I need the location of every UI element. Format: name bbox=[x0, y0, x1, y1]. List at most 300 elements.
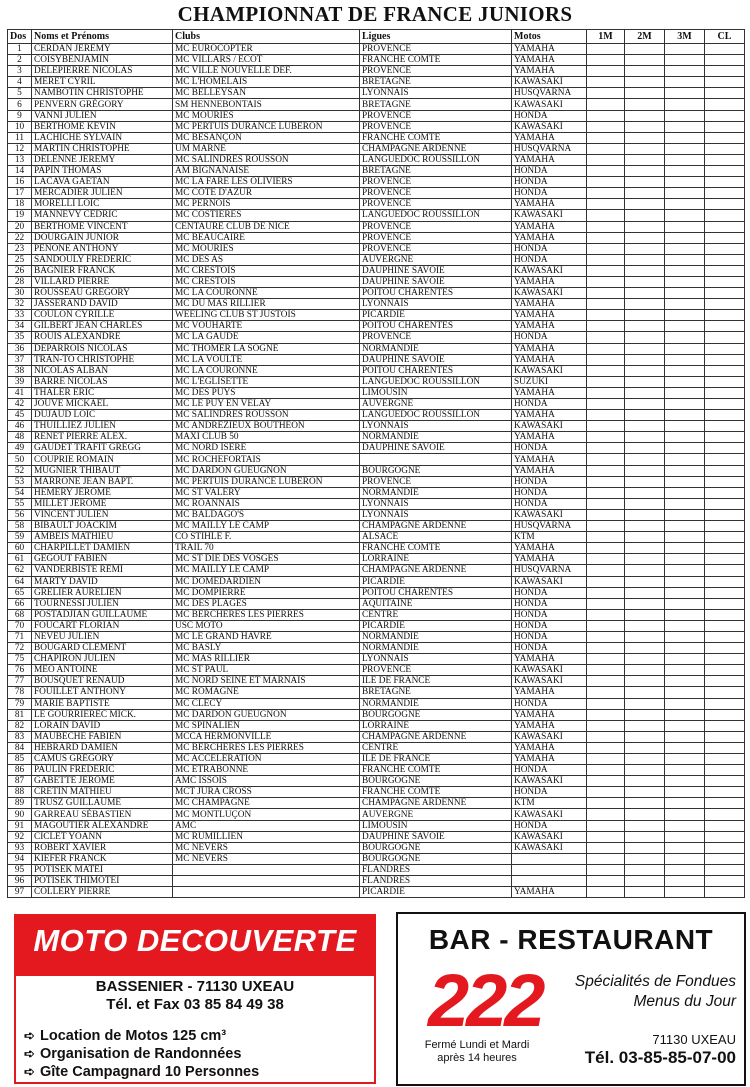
cell-club bbox=[173, 887, 360, 898]
cell-cl bbox=[705, 276, 745, 287]
cell-ligue: BRETAGNE bbox=[360, 687, 512, 698]
cell-dos: 23 bbox=[8, 243, 32, 254]
cell-2m bbox=[625, 521, 665, 532]
cell-3m bbox=[665, 354, 705, 365]
cell-moto: KTM bbox=[512, 532, 587, 543]
table-row bbox=[8, 654, 745, 665]
cell-2m bbox=[625, 809, 665, 820]
cell-cl bbox=[705, 177, 745, 188]
cell-3m bbox=[665, 709, 705, 720]
table-row bbox=[8, 443, 745, 454]
cell-ligue: POITOU CHARENTES bbox=[360, 288, 512, 299]
cell-3m bbox=[665, 276, 705, 287]
cell-cl bbox=[705, 864, 745, 875]
cell-ligue: FRANCHE COMTÉ bbox=[360, 787, 512, 798]
cell-nom: FOUCART FLORIAN bbox=[32, 620, 173, 631]
cell-dos: 77 bbox=[8, 676, 32, 687]
cell-club: MC DARDON GUEUGNON bbox=[173, 709, 360, 720]
cell-moto: HONDA bbox=[512, 166, 587, 177]
cell-moto: HONDA bbox=[512, 243, 587, 254]
cell-2m bbox=[625, 399, 665, 410]
cell-dos: 60 bbox=[8, 543, 32, 554]
cell-1m bbox=[587, 210, 625, 221]
cell-2m bbox=[625, 720, 665, 731]
cell-moto: YAMAHA bbox=[512, 543, 587, 554]
cell-moto: YAMAHA bbox=[512, 709, 587, 720]
cell-ligue: FLANDRES bbox=[360, 864, 512, 875]
cell-dos: 52 bbox=[8, 465, 32, 476]
cell-cl bbox=[705, 609, 745, 620]
cell-dos: 2 bbox=[8, 55, 32, 66]
ad-moto-services bbox=[24, 1027, 259, 1081]
cell-moto: HONDA bbox=[512, 620, 587, 631]
cell-cl bbox=[705, 454, 745, 465]
cell-3m bbox=[665, 498, 705, 509]
cell-2m bbox=[625, 742, 665, 753]
cell-moto: KAWASAKI bbox=[512, 831, 587, 842]
cell-cl bbox=[705, 831, 745, 842]
cell-1m bbox=[587, 154, 625, 165]
cell-3m bbox=[665, 487, 705, 498]
cell-moto bbox=[512, 864, 587, 875]
cell-club: MC EUROCOPTER bbox=[173, 44, 360, 55]
cell-3m bbox=[665, 842, 705, 853]
cell-dos: 41 bbox=[8, 387, 32, 398]
cell-nom: MEO ANTOINE bbox=[32, 665, 173, 676]
cell-ligue: BOURGOGNE bbox=[360, 709, 512, 720]
header-moto: Motos bbox=[512, 30, 587, 44]
cell-moto: YAMAHA bbox=[512, 387, 587, 398]
cell-dos: 22 bbox=[8, 232, 32, 243]
cell-ligue: LYONNAIS bbox=[360, 498, 512, 509]
cell-1m bbox=[587, 66, 625, 77]
cell-cl bbox=[705, 776, 745, 787]
cell-2m bbox=[625, 154, 665, 165]
cell-club: MC MOURIES bbox=[173, 243, 360, 254]
cell-1m bbox=[587, 731, 625, 742]
cell-cl bbox=[705, 376, 745, 387]
cell-nom: LACHICHE SYLVAIN bbox=[32, 132, 173, 143]
cell-moto: YAMAHA bbox=[512, 465, 587, 476]
cell-1m bbox=[587, 99, 625, 110]
cell-ligue: BOURGOGNE bbox=[360, 853, 512, 864]
cell-cl bbox=[705, 654, 745, 665]
cell-nom: MERCADIER JULIEN bbox=[32, 188, 173, 199]
cell-dos: 1 bbox=[8, 44, 32, 55]
cell-3m bbox=[665, 765, 705, 776]
cell-nom: MUGNIER THIBAUT bbox=[32, 465, 173, 476]
cell-dos: 4 bbox=[8, 77, 32, 88]
cell-1m bbox=[587, 188, 625, 199]
cell-nom: NICOLAS ALBAN bbox=[32, 365, 173, 376]
cell-moto: YAMAHA bbox=[512, 310, 587, 321]
cell-cl bbox=[705, 232, 745, 243]
cell-ligue: LIMOUSIN bbox=[360, 820, 512, 831]
cell-3m bbox=[665, 609, 705, 620]
arrow-right-icon: ➪ bbox=[24, 1064, 35, 1079]
cell-nom: MARIE BAPTISTE bbox=[32, 698, 173, 709]
cell-3m bbox=[665, 820, 705, 831]
cell-club: MC COSTIERES bbox=[173, 210, 360, 221]
cell-nom: DELEPIERRE NICOLAS bbox=[32, 66, 173, 77]
cell-moto: KAWASAKI bbox=[512, 665, 587, 676]
cell-nom: TRAN-TO CHRISTOPHE bbox=[32, 354, 173, 365]
cell-ligue: CHAMPAGNE ARDENNE bbox=[360, 521, 512, 532]
cell-club: MC CRESTOIS bbox=[173, 276, 360, 287]
cell-cl bbox=[705, 243, 745, 254]
cell-cl bbox=[705, 720, 745, 731]
cell-club: MC BERCHÈRES LES PIERRES bbox=[173, 742, 360, 753]
cell-2m bbox=[625, 188, 665, 199]
cell-nom: GAUDET TRAFIT GREGG bbox=[32, 443, 173, 454]
table-row bbox=[8, 154, 745, 165]
cell-3m bbox=[665, 521, 705, 532]
cell-3m bbox=[665, 166, 705, 177]
cell-nom: GEGOUT FABIEN bbox=[32, 554, 173, 565]
cell-club: MC MAILLY LE CAMP bbox=[173, 521, 360, 532]
table-row bbox=[8, 421, 745, 432]
cell-nom: DUJAUD LOÏC bbox=[32, 410, 173, 421]
header-cl: CL bbox=[705, 30, 745, 44]
cell-nom: BOUGARD CLÉMENT bbox=[32, 643, 173, 654]
cell-moto: HUSQVARNA bbox=[512, 88, 587, 99]
cell-dos: 66 bbox=[8, 598, 32, 609]
cell-3m bbox=[665, 476, 705, 487]
cell-cl bbox=[705, 598, 745, 609]
cell-3m bbox=[665, 387, 705, 398]
cell-dos: 11 bbox=[8, 132, 32, 143]
cell-dos: 58 bbox=[8, 521, 32, 532]
ad-bar-specialty: Menus du Jour bbox=[633, 993, 736, 1010]
cell-1m bbox=[587, 754, 625, 765]
cell-moto: YAMAHA bbox=[512, 299, 587, 310]
cell-3m bbox=[665, 121, 705, 132]
cell-moto: YAMAHA bbox=[512, 66, 587, 77]
cell-dos: 62 bbox=[8, 565, 32, 576]
cell-dos: 36 bbox=[8, 343, 32, 354]
cell-cl bbox=[705, 565, 745, 576]
cell-moto: HUSQVARNA bbox=[512, 521, 587, 532]
cell-3m bbox=[665, 265, 705, 276]
cell-nom: CAMUS GRÉGORY bbox=[32, 754, 173, 765]
cell-ligue: DAUPHINÉ SAVOIE bbox=[360, 831, 512, 842]
cell-ligue: LYONNAIS bbox=[360, 654, 512, 665]
cell-1m bbox=[587, 654, 625, 665]
cell-3m bbox=[665, 565, 705, 576]
cell-1m bbox=[587, 465, 625, 476]
cell-nom: PAPIN THOMAS bbox=[32, 166, 173, 177]
cell-moto: KAWASAKI bbox=[512, 288, 587, 299]
cell-cl bbox=[705, 809, 745, 820]
cell-3m bbox=[665, 509, 705, 520]
cell-moto: YAMAHA bbox=[512, 132, 587, 143]
cell-club: MC DARDON GUEUGNON bbox=[173, 465, 360, 476]
table-row bbox=[8, 387, 745, 398]
ad-bar-hours-line: Fermé Lundi et Mardi bbox=[424, 1039, 530, 1051]
table-row bbox=[8, 166, 745, 177]
cell-cl bbox=[705, 387, 745, 398]
cell-club: MC LA GAUDE bbox=[173, 332, 360, 343]
cell-dos: 18 bbox=[8, 199, 32, 210]
cell-nom: MERET CYRIL bbox=[32, 77, 173, 88]
cell-club: MC ST DIÉ DES VOSGES bbox=[173, 554, 360, 565]
cell-ligue: DAUPHINÉ SAVOIE bbox=[360, 443, 512, 454]
table-row bbox=[8, 587, 745, 598]
table-row bbox=[8, 354, 745, 365]
cell-ligue: NORMANDIE bbox=[360, 631, 512, 642]
table-row bbox=[8, 554, 745, 565]
cell-ligue: PROVENCE bbox=[360, 199, 512, 210]
cell-cl bbox=[705, 754, 745, 765]
cell-ligue: POITOU CHARENTES bbox=[360, 587, 512, 598]
cell-club: MC DU MAS RILLIER bbox=[173, 299, 360, 310]
cell-nom: GARREAU SÉBASTIEN bbox=[32, 809, 173, 820]
cell-ligue bbox=[360, 454, 512, 465]
cell-club: MC BASLY bbox=[173, 643, 360, 654]
cell-2m bbox=[625, 831, 665, 842]
cell-ligue: PROVENCE bbox=[360, 232, 512, 243]
cell-club: MC LA COURONNE bbox=[173, 288, 360, 299]
cell-nom: BIBAULT JOACKIM bbox=[32, 521, 173, 532]
cell-1m bbox=[587, 543, 625, 554]
cell-club: MCCA HERMONVILLE bbox=[173, 731, 360, 742]
cell-moto: KAWASAKI bbox=[512, 576, 587, 587]
table-row bbox=[8, 853, 745, 864]
cell-club: MC BERCHÈRES LES PIERRES bbox=[173, 609, 360, 620]
cell-club: CO STIHLE F. bbox=[173, 532, 360, 543]
cell-ligue: FRANCHE COMTÉ bbox=[360, 543, 512, 554]
cell-2m bbox=[625, 121, 665, 132]
cell-nom: DEPARROIS NICOLAS bbox=[32, 343, 173, 354]
cell-2m bbox=[625, 343, 665, 354]
cell-nom: DOURGAIN JUNIOR bbox=[32, 232, 173, 243]
cell-club: MC ROANNAIS bbox=[173, 498, 360, 509]
cell-moto: HONDA bbox=[512, 631, 587, 642]
cell-1m bbox=[587, 454, 625, 465]
table-row bbox=[8, 288, 745, 299]
cell-cl bbox=[705, 88, 745, 99]
cell-ligue: BRETAGNE bbox=[360, 99, 512, 110]
cell-dos: 17 bbox=[8, 188, 32, 199]
cell-2m bbox=[625, 853, 665, 864]
cell-dos: 79 bbox=[8, 698, 32, 709]
cell-3m bbox=[665, 243, 705, 254]
table-row bbox=[8, 432, 745, 443]
cell-dos: 71 bbox=[8, 631, 32, 642]
cell-moto: SUZUKI bbox=[512, 376, 587, 387]
cell-2m bbox=[625, 77, 665, 88]
cell-moto: KAWASAKI bbox=[512, 77, 587, 88]
cell-cl bbox=[705, 587, 745, 598]
cell-ligue: CHAMPAGNE ARDENNE bbox=[360, 731, 512, 742]
cell-1m bbox=[587, 576, 625, 587]
table-row bbox=[8, 243, 745, 254]
cell-ligue: CHAMPAGNE ARDENNE bbox=[360, 798, 512, 809]
cell-2m bbox=[625, 321, 665, 332]
cell-3m bbox=[665, 232, 705, 243]
cell-3m bbox=[665, 776, 705, 787]
table-row bbox=[8, 498, 745, 509]
cell-2m bbox=[625, 876, 665, 887]
cell-cl bbox=[705, 421, 745, 432]
cell-2m bbox=[625, 676, 665, 687]
cell-1m bbox=[587, 887, 625, 898]
cell-dos: 19 bbox=[8, 210, 32, 221]
cell-2m bbox=[625, 765, 665, 776]
cell-2m bbox=[625, 288, 665, 299]
cell-nom: GABETTE JÉRÔME bbox=[32, 776, 173, 787]
cell-dos: 32 bbox=[8, 299, 32, 310]
table-row bbox=[8, 842, 745, 853]
cell-2m bbox=[625, 132, 665, 143]
cell-moto: YAMAHA bbox=[512, 754, 587, 765]
cell-3m bbox=[665, 554, 705, 565]
cell-2m bbox=[625, 310, 665, 321]
cell-3m bbox=[665, 576, 705, 587]
cell-1m bbox=[587, 809, 625, 820]
cell-dos: 14 bbox=[8, 166, 32, 177]
table-row bbox=[8, 221, 745, 232]
cell-cl bbox=[705, 132, 745, 143]
cell-nom: LACAVA GAËTAN bbox=[32, 177, 173, 188]
cell-1m bbox=[587, 476, 625, 487]
cell-nom: COULON CYRILLE bbox=[32, 310, 173, 321]
cell-ligue: PICARDIE bbox=[360, 576, 512, 587]
cell-moto: KAWASAKI bbox=[512, 676, 587, 687]
table-row bbox=[8, 399, 745, 410]
cell-nom: JOUVE MICKAËL bbox=[32, 399, 173, 410]
header-nom: Noms et Prénoms bbox=[32, 30, 173, 44]
cell-cl bbox=[705, 410, 745, 421]
cell-moto: YAMAHA bbox=[512, 654, 587, 665]
cell-club: MC VILLE NOUVELLE DEF. bbox=[173, 66, 360, 77]
cell-nom: RENET PIERRE ALEX. bbox=[32, 432, 173, 443]
cell-moto: YAMAHA bbox=[512, 454, 587, 465]
cell-club: MC LE GRAND HAVRE bbox=[173, 631, 360, 642]
cell-nom: COISYBENJAMIN bbox=[32, 55, 173, 66]
cell-1m bbox=[587, 643, 625, 654]
cell-nom: MORELLI LOÏC bbox=[32, 199, 173, 210]
cell-nom: PENONE ANTHONY bbox=[32, 243, 173, 254]
cell-nom: BAGNIER FRANCK bbox=[32, 265, 173, 276]
cell-moto: HUSQVARNA bbox=[512, 143, 587, 154]
cell-nom: VILLARD PIERRE bbox=[32, 276, 173, 287]
cell-moto: YAMAHA bbox=[512, 887, 587, 898]
cell-ligue: AUVERGNE bbox=[360, 809, 512, 820]
cell-nom: NAMBOTIN CHRISTOPHE bbox=[32, 88, 173, 99]
cell-3m bbox=[665, 188, 705, 199]
cell-nom: CICLET YOANN bbox=[32, 831, 173, 842]
cell-1m bbox=[587, 565, 625, 576]
cell-cl bbox=[705, 343, 745, 354]
ad-moto-service-label: Location de Motos 125 cm³ bbox=[40, 1028, 227, 1044]
cell-moto: YAMAHA bbox=[512, 154, 587, 165]
cell-1m bbox=[587, 288, 625, 299]
cell-moto: KAWASAKI bbox=[512, 421, 587, 432]
cell-2m bbox=[625, 687, 665, 698]
cell-club: MC L'EGLISETTE bbox=[173, 376, 360, 387]
cell-dos: 88 bbox=[8, 787, 32, 798]
ad-moto-decouverte bbox=[14, 914, 376, 1084]
cell-1m bbox=[587, 143, 625, 154]
cell-2m bbox=[625, 299, 665, 310]
cell-dos: 25 bbox=[8, 254, 32, 265]
table-row bbox=[8, 676, 745, 687]
cell-ligue: BOURGOGNE bbox=[360, 842, 512, 853]
cell-moto bbox=[512, 876, 587, 887]
cell-2m bbox=[625, 598, 665, 609]
cell-dos: 5 bbox=[8, 88, 32, 99]
cell-ligue: AUVERGNE bbox=[360, 254, 512, 265]
cell-moto: HONDA bbox=[512, 332, 587, 343]
cell-2m bbox=[625, 543, 665, 554]
cell-cl bbox=[705, 521, 745, 532]
cell-1m bbox=[587, 687, 625, 698]
table-row bbox=[8, 809, 745, 820]
cell-3m bbox=[665, 77, 705, 88]
cell-1m bbox=[587, 376, 625, 387]
cell-club: MC DES PLAGES bbox=[173, 598, 360, 609]
cell-ligue: PICARDIE bbox=[360, 887, 512, 898]
table-row bbox=[8, 665, 745, 676]
cell-3m bbox=[665, 288, 705, 299]
table-row bbox=[8, 709, 745, 720]
cell-1m bbox=[587, 365, 625, 376]
cell-moto: YAMAHA bbox=[512, 55, 587, 66]
cell-club: AM BIGNANAISE bbox=[173, 166, 360, 177]
cell-ligue: PROVENCE bbox=[360, 177, 512, 188]
cell-nom: POTISEK MATÉI bbox=[32, 864, 173, 875]
cell-cl bbox=[705, 365, 745, 376]
cell-dos: 38 bbox=[8, 365, 32, 376]
cell-3m bbox=[665, 454, 705, 465]
cell-club: MC LA COURONNE bbox=[173, 365, 360, 376]
cell-1m bbox=[587, 609, 625, 620]
cell-dos: 6 bbox=[8, 99, 32, 110]
cell-moto: YAMAHA bbox=[512, 276, 587, 287]
ad-bar-city: 71130 UXEAU bbox=[652, 1032, 736, 1047]
cell-club: MCT JURA CROSS bbox=[173, 787, 360, 798]
cell-club: MC SALINDRES ROUSSON bbox=[173, 154, 360, 165]
cell-cl bbox=[705, 288, 745, 299]
cell-moto: KAWASAKI bbox=[512, 365, 587, 376]
cell-cl bbox=[705, 265, 745, 276]
cell-moto: HONDA bbox=[512, 254, 587, 265]
cell-2m bbox=[625, 787, 665, 798]
cell-ligue: PROVENCE bbox=[360, 243, 512, 254]
cell-3m bbox=[665, 631, 705, 642]
cell-moto: YAMAHA bbox=[512, 321, 587, 332]
cell-nom: VANDERBISTE RÉMI bbox=[32, 565, 173, 576]
cell-ligue: ILE DE FRANCE bbox=[360, 676, 512, 687]
cell-cl bbox=[705, 210, 745, 221]
cell-ligue: NORMANDIE bbox=[360, 643, 512, 654]
cell-1m bbox=[587, 354, 625, 365]
cell-cl bbox=[705, 532, 745, 543]
cell-2m bbox=[625, 387, 665, 398]
cell-2m bbox=[625, 532, 665, 543]
cell-nom: THUILLIEZ JULIEN bbox=[32, 421, 173, 432]
cell-1m bbox=[587, 521, 625, 532]
cell-2m bbox=[625, 465, 665, 476]
cell-club: MC CHAMPAGNE bbox=[173, 798, 360, 809]
table-row bbox=[8, 177, 745, 188]
cell-moto: YAMAHA bbox=[512, 554, 587, 565]
cell-cl bbox=[705, 620, 745, 631]
cell-3m bbox=[665, 443, 705, 454]
cell-3m bbox=[665, 66, 705, 77]
cell-cl bbox=[705, 321, 745, 332]
